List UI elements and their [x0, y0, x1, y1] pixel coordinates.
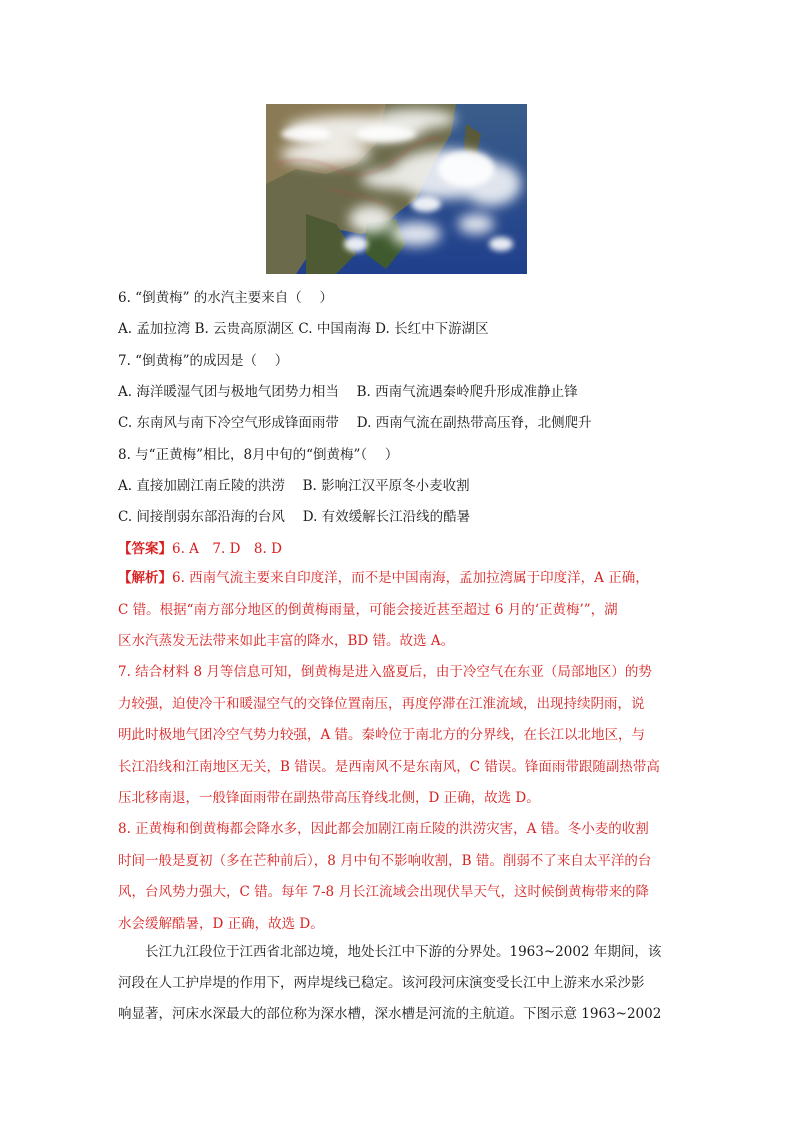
analysis-6-line-1: 6. 西南气流主要来自印度洋，而不是中国南海，孟加拉湾属于印度洋，A 正确， [172, 570, 649, 586]
analysis-6-line-2: C 错。根据“南方部分地区的倒黄梅雨量，可能会接近甚至超过 6 月的‘正黄梅’”，湖 [118, 601, 618, 618]
satellite-cloud-image [266, 104, 527, 274]
question-6-options: A. 孟加拉湾 B. 云贵高原湖区 C. 中国南海 D. 长红中下游湖区 [118, 321, 489, 337]
analysis-8-line-1: 8. 正黄梅和倒黄梅都会降水多，因此都会加剧江南丘陵的洪涝灾害，A 错。冬小麦的收割 [118, 821, 649, 837]
passage [118, 937, 678, 1030]
answer-line [118, 540, 282, 558]
analysis-8-line-3: 风，台风势力强大，C 错。每年 7-8 月长江流域会出现伏旱天气，这时候倒黄梅带来的降 [118, 884, 649, 900]
analysis-7 [118, 657, 678, 815]
passage-line-2: 河段在人工护岸堤的作用下，两岸堤线已稳定。该河段河床演变受长江中上游来水采沙影 [118, 975, 645, 991]
question-8-options-cd: C. 间接削弱东部沿海的台风 D. 有效缓解长江沿线的酷暑 [118, 509, 471, 525]
analysis-7-line-4: 长江沿线和江南地区无关，B 错误。是西南风不是东南风，C 错误。锋面雨带跟随副热带高 [118, 758, 660, 775]
answer-text: 6. A 7. D 8. D [172, 541, 282, 557]
analysis-7-line-2: 力较强，迫使冷干和暖湿空气的交锋位置南压，再度停滞在江淮流域，出现持续阴雨，说 [118, 695, 645, 712]
question-8-options-ab: A. 直接加剧江南丘陵的洪涝 B. 影响江汉平原冬小麦收割 [118, 478, 470, 494]
analysis-8-line-2: 时间一般是夏初（多在芒种前后），8 月中旬不影响收割，B 错。削弱不了来自太平洋的台 [118, 852, 652, 869]
answer-label: 【答案】 [118, 541, 172, 557]
passage-line-3: 响显著，河床水深最大的部位称为深水槽，深水槽是河流的主航道。下图示意 1963~2002 [118, 1006, 662, 1022]
passage-line-1: 长江九江段位于江西省北部边境，地处长江中下游的分界处。1963~2002 年期间，该 [118, 944, 662, 960]
question-7-stem: 7. “倒黄梅”的成因是（ ） [118, 353, 289, 369]
question-7-options-cd: C. 东南风与南下冷空气形成锋面雨带 D. 西南气流在副热带高压脊，北侧爬升 [118, 415, 592, 431]
analysis-6-line-3: 区水汽蒸发无法带来如此丰富的降水，BD 错。故选 A。 [118, 633, 455, 649]
question-8-stem: 8. 与“正黄梅”相比，8月中旬的“倒黄梅”（ ） [118, 447, 399, 463]
analysis-6 [118, 563, 678, 658]
analysis-7-line-1: 7. 结合材料 8 月等信息可知，倒黄梅是进入盛夏后，由于冷空气在东亚（局部地区）的势 [118, 664, 652, 680]
analysis-label: 【解析】 [118, 570, 172, 586]
analysis-8 [118, 814, 678, 940]
question-6-stem: 6. “倒黄梅” 的水汽主要来自（ ） [118, 290, 334, 306]
question-7-options-ab: A. 海洋暖湿气团与极地气团势力相当 B. 西南气流遇秦岭爬升形成准静止锋 [118, 384, 578, 400]
analysis-7-line-5: 压北移南退，一般锋面雨带在副热带高压脊线北侧，D 正确，故选 D。 [118, 790, 540, 806]
analysis-8-line-4: 水会缓解酷暑，D 正确，故选 D。 [118, 915, 324, 932]
analysis-7-line-3: 明此时极地气团冷空气势力较强，A 错。秦岭位于南北方的分界线，在长江以北地区，与 [118, 727, 646, 743]
